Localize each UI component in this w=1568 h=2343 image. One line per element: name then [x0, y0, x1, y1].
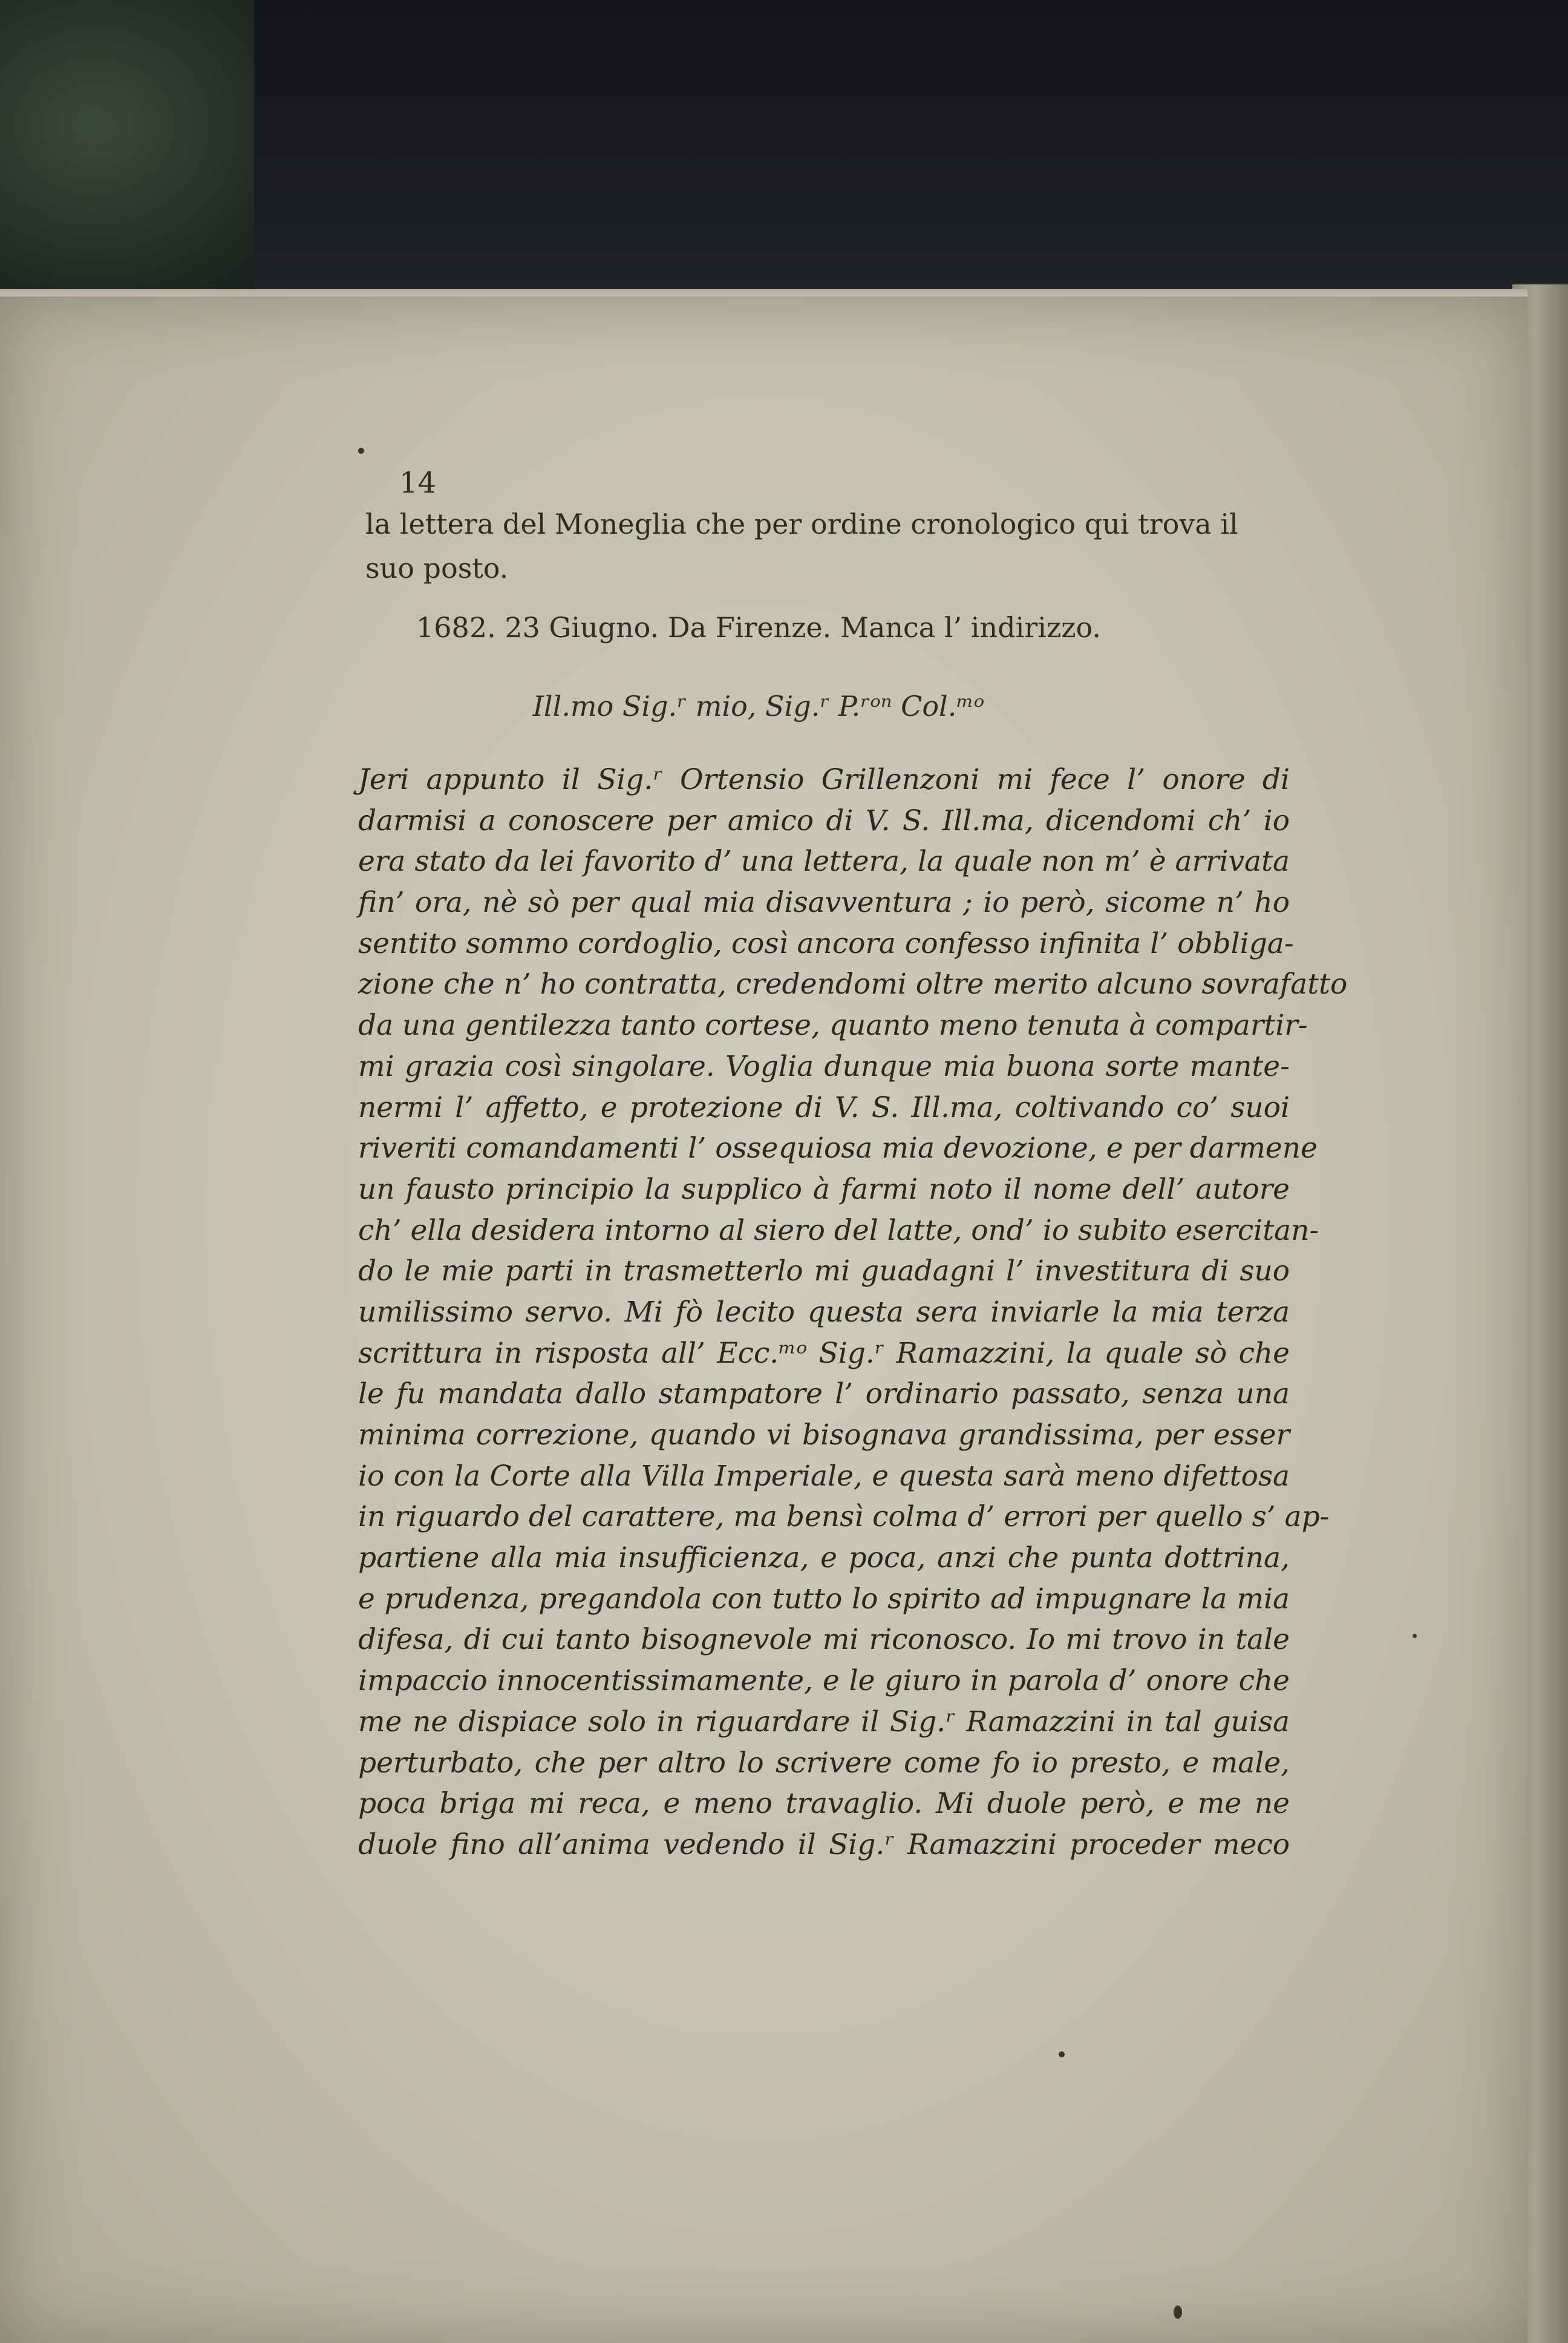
letter-heading: 1682. 23 Giugno. Da Firenze. Manca l’ indirizzo. [416, 611, 1101, 644]
intro-line: suo posto. [365, 552, 509, 585]
letter-line: le fu mandata dallo stampatore l’ ordinario passato, senza una [358, 1377, 1290, 1411]
letter-line: un fausto principio la supplico à farmi noto il nome dell’ autore [358, 1172, 1290, 1206]
letter-line: do le mie parti in trasmetterlo mi guadagni l’ investitura di suo [358, 1254, 1290, 1288]
intro-paragraph [365, 502, 1273, 591]
letter-line: scrittura in risposta all’ Ecc.ᵐᵒ Sig.ʳ Ramazzini, la quale sò che [358, 1336, 1290, 1370]
letter-line: da una gentilezza tanto cortese, quanto meno tenuta à compartir- [358, 1009, 1308, 1043]
letter-line: Jeri appunto il Sig.ʳ Ortensio Grillenzoni mi fece l’ onore di [358, 763, 1290, 796]
letter-body [358, 759, 1348, 1866]
letter-line: riveriti comandamenti l’ ossequiosa mia devozione, e per darmene [358, 1132, 1318, 1165]
letter-line: io con la Corte alla Villa Imperiale, e questa sarà meno difettosa [358, 1459, 1290, 1493]
letter-line: zione che n’ ho contratta, credendomi oltre merito alcuno sovrafatto [358, 968, 1348, 1001]
background-dark [254, 0, 1568, 315]
page-number: 14 [399, 466, 437, 500]
letter-line: me ne dispiace solo in riguardare il Sig.ʳ Ramazzini in tal guisa [358, 1705, 1290, 1738]
paper-speck [1059, 2051, 1065, 2057]
letter-line: perturbato, che per altro lo scrivere come fo io presto, e male, [358, 1746, 1290, 1780]
letter-salutation: Ill.mo Sig.ʳ mio, Sig.ʳ P.ʳᵒⁿ Col.ᵐᵒ [532, 690, 985, 723]
letter-line: nermi l’ affetto, e protezione di V. S. Ill.ma, coltivando co’ suoi [358, 1090, 1290, 1124]
letter-line: darmisi a conoscere per amico di V. S. Ill.ma, dicendomi ch’ io [358, 804, 1290, 837]
letter-line: in riguardo del carattere, ma bensì colma d’ errori per quello s’ ap- [358, 1500, 1330, 1534]
letter-line: difesa, di cui tanto bisognevole mi riconosco. Io mi trovo in tale [358, 1623, 1290, 1657]
letter-line: ch’ ella desidera intorno al siero del latte, ond’ io subito esercitan- [358, 1213, 1319, 1247]
intro-line: la lettera del Moneglia che per ordine cronologico qui trova il [365, 508, 1238, 540]
letter-line: minima correzione, quando vi bisognava grandissima, per esser [358, 1418, 1290, 1452]
letter-line: mi grazia così singolare. Voglia dunque mia buona sorte mante- [358, 1049, 1290, 1083]
letter-line: duole fino all’anima vedendo il Sig.ʳ Ramazzini proceder meco [358, 1827, 1290, 1861]
paper-speck [1413, 1634, 1417, 1638]
paper-speck [1174, 2305, 1182, 2319]
letter-line: sentito sommo cordoglio, così ancora confesso infinita l’ obbliga- [358, 926, 1294, 960]
letter-line: poca briga mi reca, e meno travaglio. Mi duole però, e me ne [358, 1787, 1290, 1821]
letter-line: e prudenza, pregandola con tutto lo spirito ad impugnare la mia [358, 1582, 1290, 1616]
letter-line: partiene alla mia insufficienza, e poca, anzi che punta dottrina, [358, 1541, 1290, 1575]
paper-speck [358, 448, 364, 454]
letter-line: fin’ ora, nè sò per qual mia disavventura ; io però, sicome n’ ho [358, 886, 1290, 920]
letter-line: umilissimo servo. Mi fò lecito questa sera inviarle la mia terza [358, 1295, 1290, 1329]
letter-line: era stato da lei favorito d’ una lettera, la quale non m’ è arrivata [358, 845, 1290, 879]
letter-line: impaccio innocentissimamente, e le giuro in parola d’ onore che [358, 1664, 1290, 1698]
